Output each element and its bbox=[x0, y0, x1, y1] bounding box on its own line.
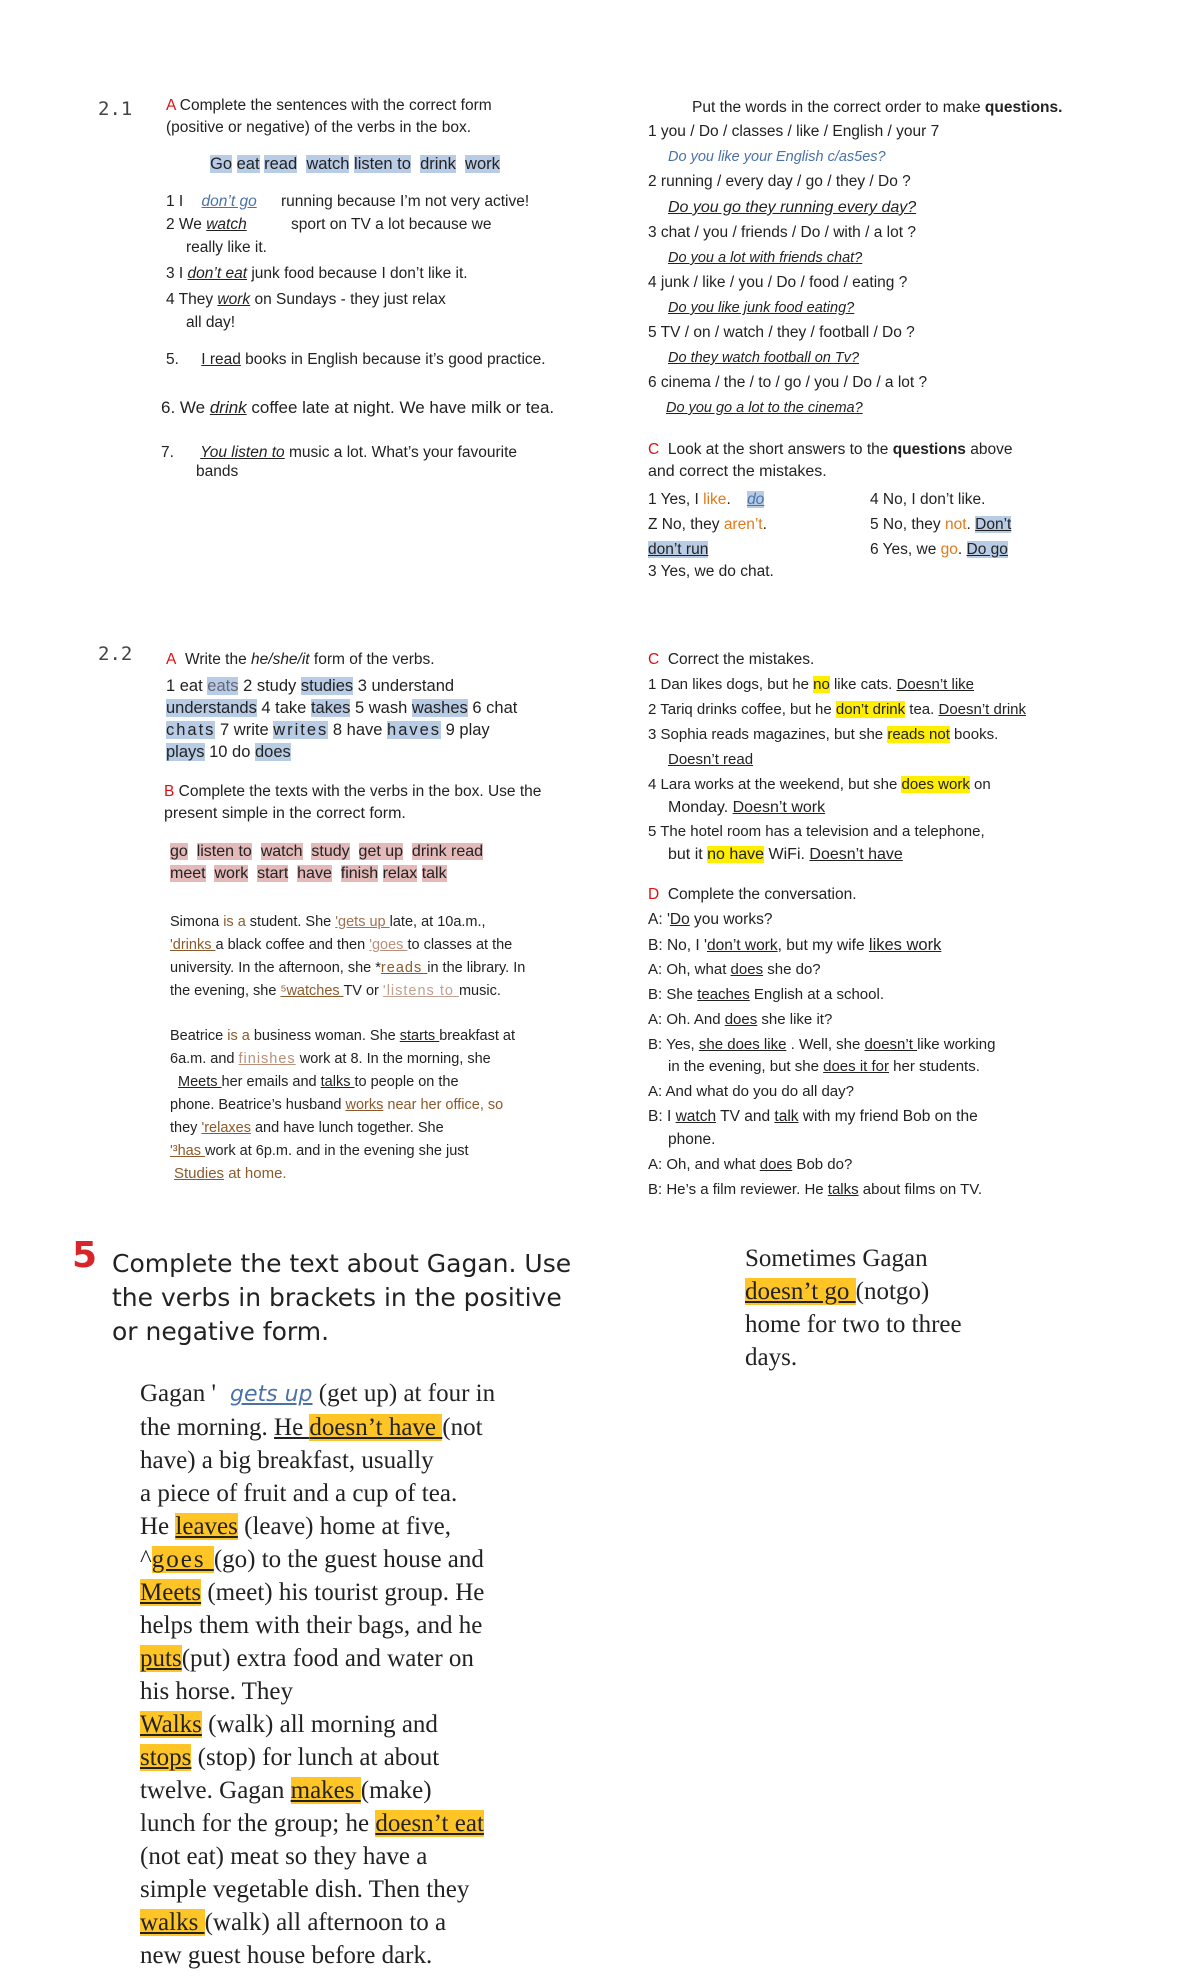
conversation-1: A: 'Do you works? bbox=[648, 911, 773, 928]
text-line: Gagan ' gets up (get up) at four in bbox=[140, 1380, 496, 1407]
short-answer-5: 5 No, they not. Don’t bbox=[870, 516, 1012, 533]
sentence-1: 1 I don’t go running because I’m not very active! bbox=[166, 193, 530, 210]
instruction: Put the words in the correct order to make questions. bbox=[692, 99, 1063, 116]
text-line: helps them with their bags, and he bbox=[140, 1612, 483, 1639]
gagan-text-right bbox=[745, 1242, 962, 1374]
conversation-12: B: He’s a film reviewer. He talks about films on TV. bbox=[648, 1181, 983, 1198]
text-line: the morning. He doesn’t have (not bbox=[140, 1414, 483, 1441]
conversation-5: A: Oh. And does she like it? bbox=[648, 1011, 833, 1028]
instruction-c: C Correct the mistakes. bbox=[648, 651, 815, 668]
sentence-7-cont: bands bbox=[196, 463, 239, 480]
text-beatrice-4: phone. Beatrice’s husband works near her office, so bbox=[170, 1097, 504, 1113]
text-line: (not eat) meat so they have a bbox=[140, 1843, 428, 1870]
text-beatrice-5: they 'relaxes and have lunch together. She bbox=[170, 1120, 444, 1136]
short-answer-6: 6 Yes, we go. Do go bbox=[870, 541, 1008, 558]
answer-2: Do you go they running every day? bbox=[668, 199, 917, 216]
text-line: lunch for the group; he doesn’t eat bbox=[140, 1810, 484, 1837]
verbs-row-2: understands 4 take takes 5 wash washes 6 chat bbox=[166, 699, 518, 717]
text-beatrice-3: Meets her emails and talks to people on the bbox=[178, 1074, 459, 1090]
conversation-3: A: Oh, what does she do? bbox=[648, 961, 821, 978]
mistake-3: 3 Sophia reads magazines, but she reads not books. bbox=[648, 726, 999, 743]
text-line: his horse. They bbox=[140, 1678, 293, 1705]
sentence-6: 6. We drink coffee late at night. We have milk or tea. bbox=[161, 398, 555, 417]
conversation-9: B: I watch TV and talk with my friend Bob on the bbox=[648, 1108, 978, 1125]
conversation-6: B: Yes, she does like . Well, she doesn’t like working bbox=[648, 1036, 996, 1053]
conversation-11: A: Oh, and what does Bob do? bbox=[648, 1156, 853, 1173]
question-2: 2 running / every day / go / they / Do ? bbox=[648, 173, 911, 190]
text-beatrice-2: 6a.m. and finishes work at 8. In the morning, she bbox=[170, 1051, 491, 1067]
text-simona-2: 'drinks a black coffee and then 'goes to classes at the bbox=[170, 937, 513, 953]
exercise-number: 5 bbox=[72, 1235, 98, 1276]
instruction-c-cont: and correct the mistakes. bbox=[648, 463, 827, 480]
text-beatrice-6: '³has work at 6p.m. and in the evening she just bbox=[170, 1143, 469, 1159]
text-line: days. bbox=[745, 1344, 798, 1371]
question-4: 4 junk / like / you / Do / food / eating ? bbox=[648, 274, 908, 291]
short-answer-2-correction: don’t run bbox=[648, 541, 709, 558]
sentence-2: 2 We watch sport on TV a lot because we bbox=[166, 216, 492, 233]
text-line: Sometimes Gagan bbox=[745, 1245, 928, 1272]
instruction: Complete the sentences with the correct form bbox=[179, 97, 492, 114]
section-number: 2.2 bbox=[98, 643, 133, 665]
text-line: home for two to three bbox=[745, 1311, 962, 1338]
short-answer-4: 4 No, I don’t like. bbox=[870, 491, 986, 508]
mistake-1: 1 Dan likes dogs, but he no like cats. Doesn’t like bbox=[648, 676, 975, 693]
sentence-5: 5. I read books in English because it’s good practice. bbox=[166, 351, 546, 368]
conversation-2: B: No, I 'don’t work, but my wife likes work bbox=[648, 936, 942, 954]
text-beatrice-7: Studies at home. bbox=[174, 1165, 287, 1182]
instruction-d: D Complete the conversation. bbox=[648, 886, 857, 903]
instruction-a: A Write the he/she/it form of the verbs. bbox=[166, 651, 435, 668]
text-simona-1: Simona is a student. She 'gets up late, at 10a.m., bbox=[170, 914, 486, 930]
sentence-7: 7. You listen to music a lot. What’s your favourite bbox=[161, 444, 517, 461]
conversation-10: phone. bbox=[668, 1131, 716, 1148]
short-answer-3: 3 Yes, we do chat. bbox=[648, 563, 774, 580]
text-line: Walks (walk) all morning and bbox=[140, 1711, 438, 1738]
box-word: drink bbox=[420, 155, 456, 173]
answer-1: Do you like your English c/as5es? bbox=[668, 149, 886, 165]
box-word: eat bbox=[236, 155, 260, 173]
text-line: puts(put) extra food and water on bbox=[140, 1645, 474, 1672]
box-word: Go bbox=[210, 155, 233, 173]
text-simona-3: university. In the afternoon, she *reads in the library. In bbox=[170, 960, 526, 976]
question-6: 6 cinema / the / to / go / you / Do / a lot ? bbox=[648, 374, 928, 391]
mistake-5: 5 The hotel room has a television and a telephone, bbox=[648, 823, 985, 840]
text-line: doesn’t go (notgo) bbox=[745, 1278, 930, 1305]
text-beatrice-1: Beatrice is a business woman. She starts breakfast at bbox=[170, 1028, 515, 1044]
short-answer-1: 1 Yes, I like. do bbox=[648, 491, 765, 508]
text-line: have) a big breakfast, usually bbox=[140, 1447, 434, 1474]
mistake-4: 4 Lara works at the weekend, but she does work on bbox=[648, 776, 991, 793]
verbs-row-1: 1 eat eats 2 study studies 3 understand bbox=[166, 677, 455, 695]
box-word: listen to bbox=[354, 155, 411, 173]
text-simona-4: the evening, she ⁵watches TV or 'listens to music. bbox=[170, 983, 501, 999]
verbs-row-4: plays 10 do does bbox=[166, 743, 291, 761]
text-line: simple vegetable dish. Then they bbox=[140, 1876, 470, 1903]
text-line: twelve. Gagan makes (make) bbox=[140, 1777, 432, 1804]
question-1: 1 you / Do / classes / like / English / your 7 bbox=[648, 123, 940, 140]
conversation-7: in the evening, but she does it for her students. bbox=[668, 1058, 980, 1075]
sentence-4: 4 They work on Sundays - they just relax bbox=[166, 291, 446, 308]
instruction-c: C Look at the short answers to the questions above bbox=[648, 441, 1013, 458]
instruction: Complete the text about Gagan. Use bbox=[112, 1249, 572, 1278]
mistake-2: 2 Tariq drinks coffee, but he don’t drink tea. Doesn’t drink bbox=[648, 701, 1027, 718]
section-number: 2.1 bbox=[98, 98, 133, 120]
instruction-b-cont: present simple in the correct form. bbox=[164, 805, 406, 822]
mistake-5-cont: but it no have WiFi. Doesn’t have bbox=[668, 846, 903, 863]
gagan-text bbox=[140, 1377, 495, 1972]
box-word: work bbox=[465, 155, 500, 173]
sentence-2-cont: really like it. bbox=[186, 239, 267, 256]
sentence-3: 3 I don’t eat junk food because I don’t like it. bbox=[166, 265, 468, 282]
answer-4: Do you like junk food eating? bbox=[668, 300, 855, 316]
question-5: 5 TV / on / watch / they / football / Do ? bbox=[648, 324, 915, 341]
box-word: watch bbox=[306, 155, 350, 173]
answer-6: Do you go a lot to the cinema? bbox=[666, 400, 863, 416]
instruction: (positive or negative) of the verbs in the box. bbox=[166, 119, 471, 136]
sentence-4-cont: all day! bbox=[186, 314, 236, 331]
text-line: ^goes (go) to the guest house and bbox=[140, 1546, 484, 1573]
mistake-3-correction: Doesn’t read bbox=[668, 751, 754, 768]
question-3: 3 chat / you / friends / Do / with / a lot ? bbox=[648, 224, 916, 241]
word-box-row-2: meet work start have finish relax talk bbox=[170, 865, 447, 882]
answer-3: Do you a lot with friends chat? bbox=[668, 250, 863, 266]
mistake-4-cont: Monday. Doesn’t work bbox=[668, 799, 826, 816]
text-line: stops (stop) for lunch at about bbox=[140, 1744, 440, 1771]
conversation-8: A: And what do you do all day? bbox=[648, 1083, 854, 1100]
instruction: or negative form. bbox=[112, 1317, 330, 1346]
word-box-row-1: go listen to watch study get up drink read bbox=[170, 843, 484, 860]
instruction-b: B Complete the texts with the verbs in the box. Use the bbox=[164, 783, 542, 800]
text-line: walks (walk) all afternoon to a bbox=[140, 1909, 447, 1936]
instruction: the verbs in brackets in the positive bbox=[112, 1283, 562, 1312]
text-line: a piece of fruit and a cup of tea. bbox=[140, 1480, 458, 1507]
conversation-4: B: She teaches English at a school. bbox=[648, 986, 884, 1003]
word-box bbox=[210, 154, 500, 174]
text-line: He leaves (leave) home at five, bbox=[140, 1513, 451, 1540]
short-answer-2: Z No, they aren’t. bbox=[648, 516, 767, 533]
text-line: Meets (meet) his tourist group. He bbox=[140, 1579, 485, 1606]
text-line: new guest house before dark. bbox=[140, 1942, 433, 1969]
exercise-letter: A bbox=[166, 97, 176, 114]
verbs-row-3: chats 7 write writes 8 have haves 9 play bbox=[166, 721, 490, 739]
box-word: read bbox=[264, 155, 298, 173]
answer-5: Do they watch football on Tv? bbox=[668, 350, 860, 366]
